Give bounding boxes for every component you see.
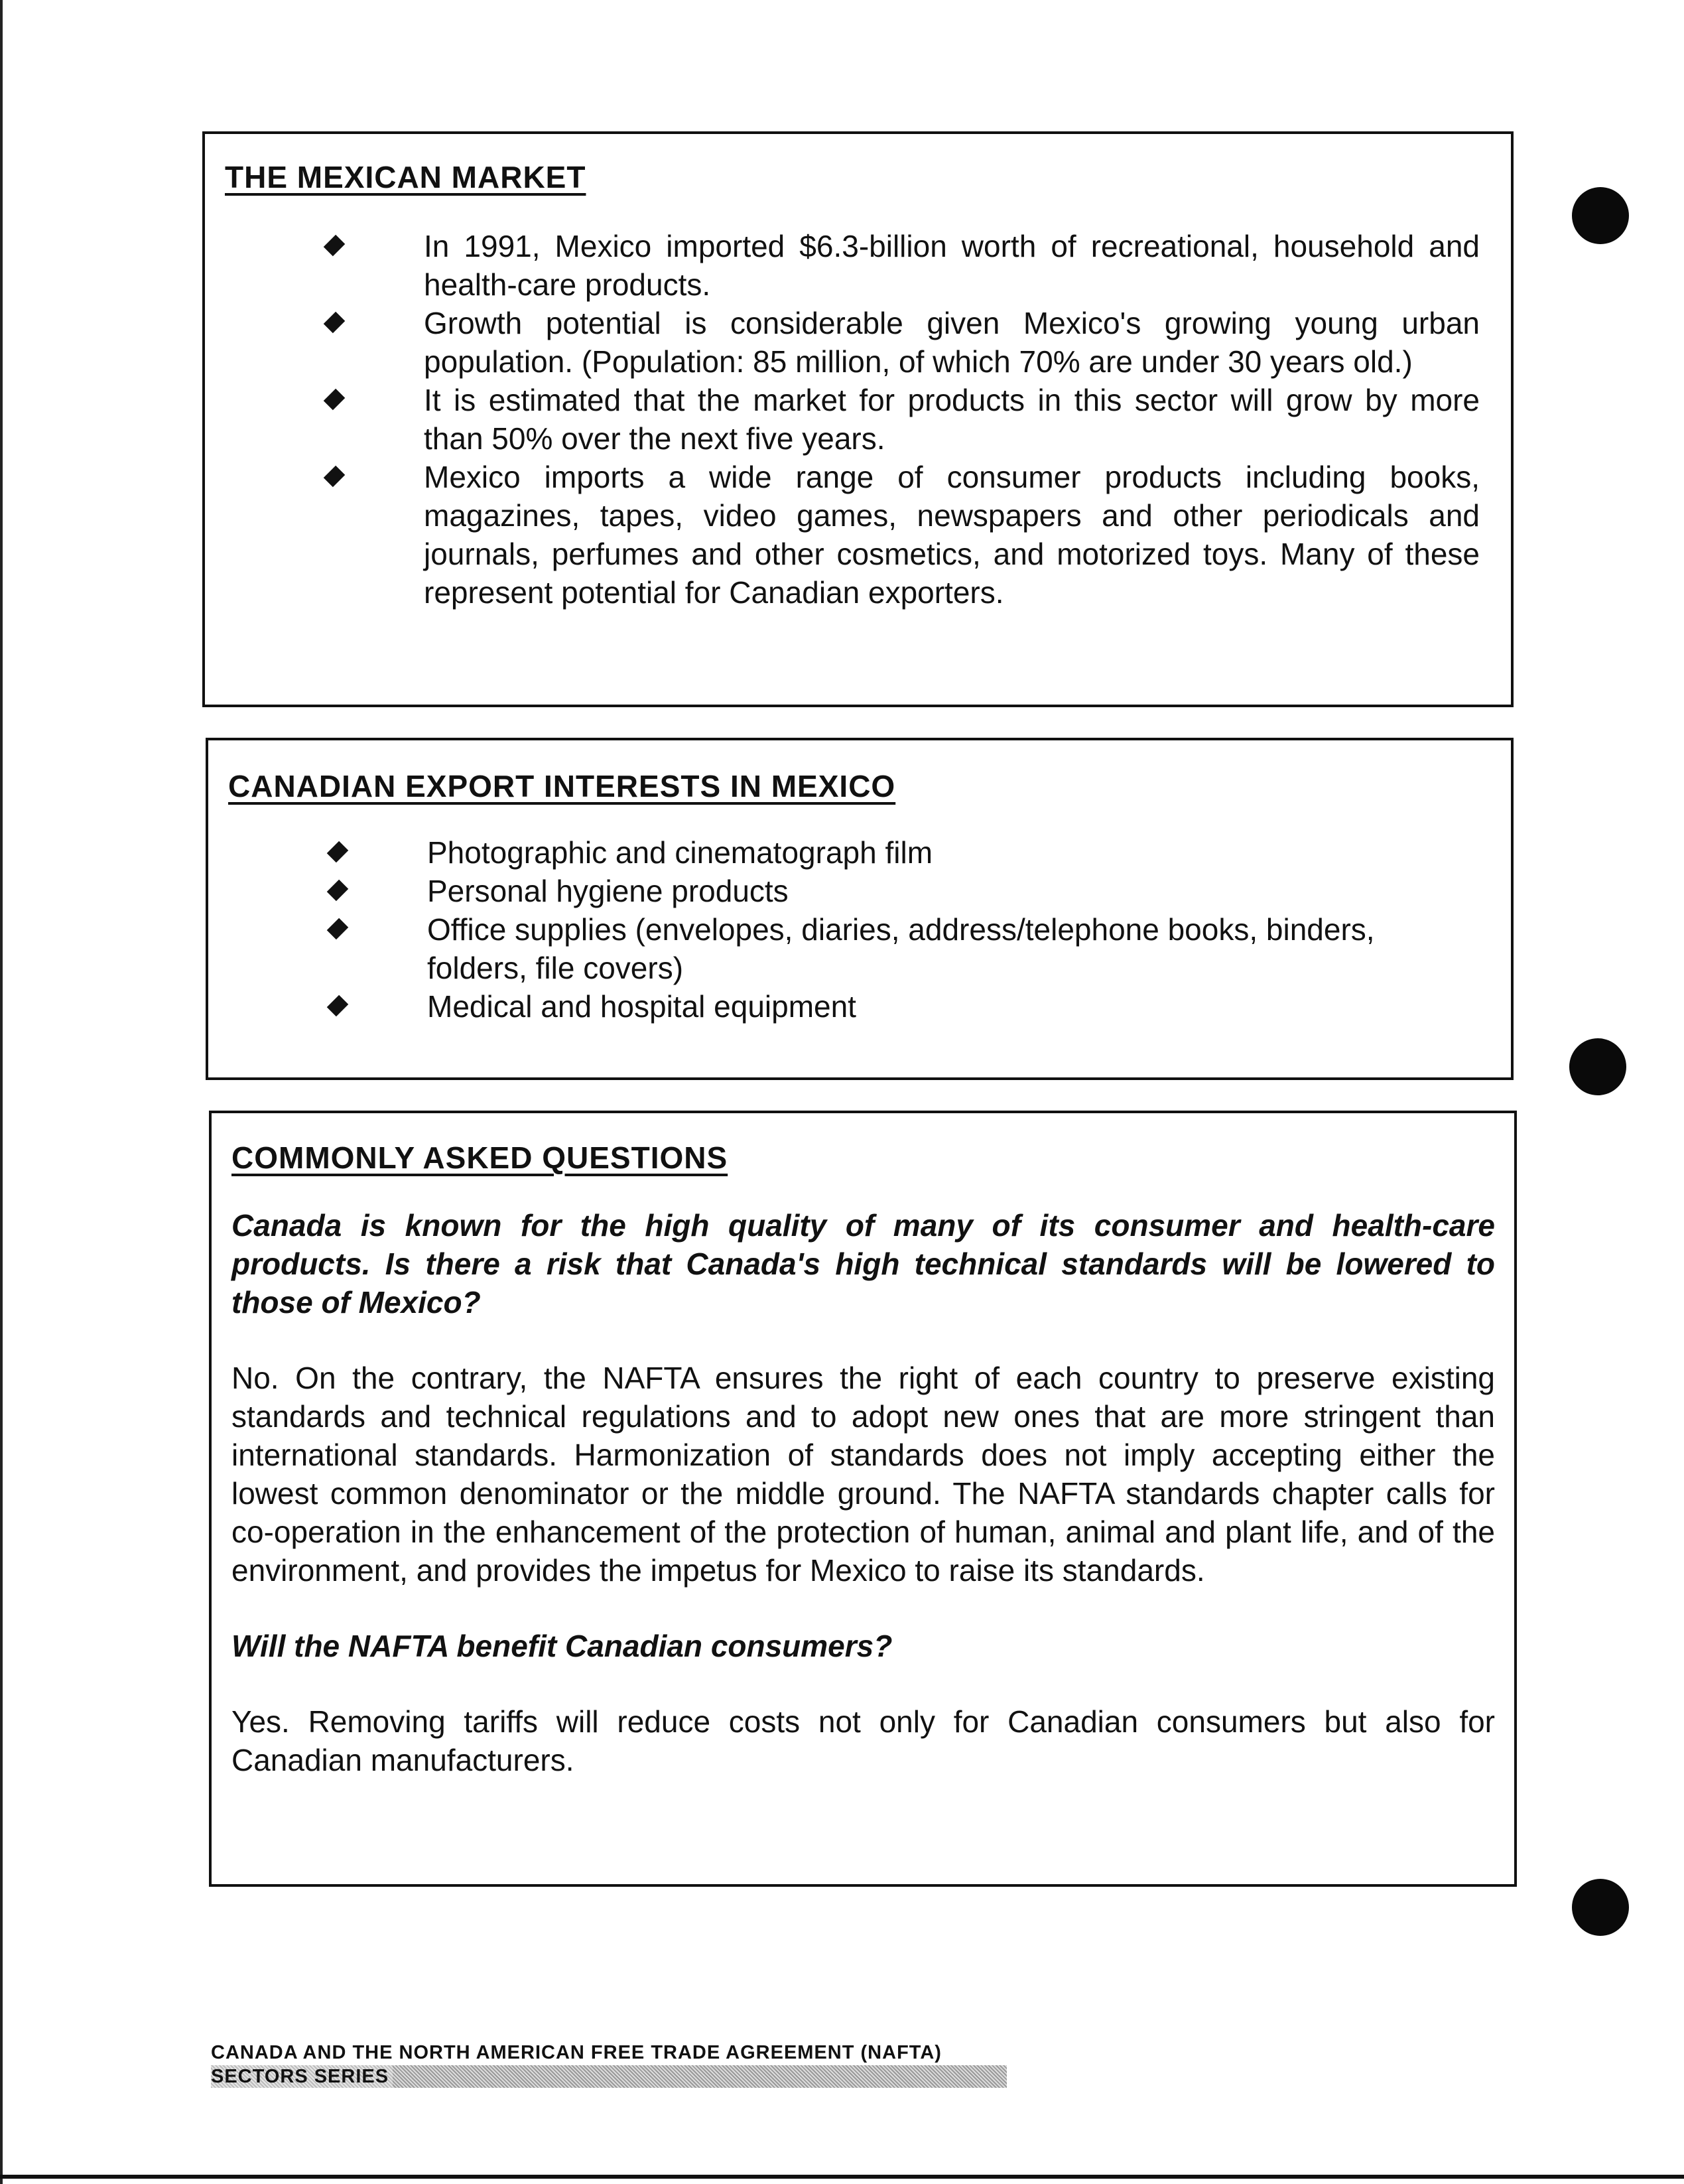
list-item [208, 872, 1502, 910]
faq-answer: Yes. Removing tariffs will reduce costs not only for Canadian consumers but also for Canadian manufacturers. [231, 1704, 1495, 1777]
list-item [208, 833, 1502, 872]
list-item-text: Photographic and cinematograph film [427, 835, 933, 870]
list-item [205, 458, 1498, 612]
mexican-market-box [202, 131, 1514, 707]
list-item [205, 304, 1498, 381]
canadian-export-interests-box [206, 738, 1514, 1080]
diamond-bullet-icon [327, 918, 349, 940]
export-interests-heading: CANADIAN EXPORT INTERESTS IN MEXICO [228, 769, 896, 803]
list-item-text: Mexico imports a wide range of consumer products including books, magazines, tapes, video games, newspapers and other periodicals and journals, perfumes and other cosmetics, and motorized toys. Many of these represent potential for Canadian exporters. [424, 460, 1480, 610]
spacer [231, 1590, 1495, 1627]
faq-question: Will the NAFTA benefit Canadian consumers? [231, 1629, 893, 1663]
scan-bottom-edge [0, 2175, 1684, 2179]
diamond-bullet-icon [327, 880, 349, 902]
diamond-bullet-icon [327, 841, 349, 863]
commonly-asked-questions-box [209, 1111, 1517, 1887]
faq-heading: COMMONLY ASKED QUESTIONS [231, 1140, 728, 1175]
diamond-bullet-icon [324, 389, 346, 411]
faq-content [231, 1206, 1495, 1779]
list-item [208, 910, 1502, 987]
spacer [231, 1665, 1495, 1702]
diamond-bullet-icon [327, 995, 349, 1017]
footer-series-band [211, 2065, 1007, 2088]
faq-answer: No. On the contrary, the NAFTA ensures the right of each country to preserve existing standards and technical regulations and to adopt new ones that are more stringent than international standards. Harmonization of standards does not imply accepting either the lowest common denominator or the middle ground. The NAFTA standards chapter calls for co-operation in the enhancement of the protection of human, animal and plant life, and of the environment, and provides the impetus for Mexico to raise its standards. [231, 1361, 1495, 1588]
list-item-text: It is estimated that the market for products in this sector will grow by more than 50% over the next five years. [424, 383, 1480, 456]
mexican-market-heading: THE MEXICAN MARKET [225, 160, 586, 194]
list-item-text: Growth potential is considerable given Mexico's growing young urban population. (Population: 85 million, of which 70% are under 30 years old.) [424, 306, 1480, 379]
diamond-bullet-icon [324, 466, 346, 488]
list-item [208, 987, 1502, 1026]
export-interests-list [208, 833, 1502, 1026]
diamond-bullet-icon [324, 312, 346, 334]
list-item-text: Medical and hospital equipment [427, 989, 856, 1024]
page-footer [211, 2042, 1013, 2088]
mexican-market-list [205, 227, 1498, 612]
list-item-text: Personal hygiene products [427, 874, 789, 908]
spacer [231, 1322, 1495, 1359]
list-item-text: Office supplies (envelopes, diaries, address/telephone books, binders, folders, file covers) [427, 912, 1375, 985]
list-item [205, 381, 1498, 458]
list-item [205, 227, 1498, 304]
punch-hole-icon [1572, 187, 1629, 244]
list-item-text: In 1991, Mexico imported $6.3-billion worth of recreational, household and health-care products. [424, 229, 1480, 302]
footer-title: CANADA AND THE NORTH AMERICAN FREE TRADE AGREEMENT (NAFTA) [211, 2042, 942, 2063]
faq-question: Canada is known for the high quality of many of its consumer and health-care products. Is there a risk that Canada's high technical standards will be lowered to those of Mexico? [231, 1208, 1495, 1320]
punch-hole-icon [1572, 1879, 1629, 1936]
punch-hole-icon [1569, 1038, 1626, 1095]
footer-series-label: SECTORS SERIES [211, 2065, 393, 2088]
diamond-bullet-icon [324, 235, 346, 257]
scan-left-edge [0, 0, 3, 2184]
